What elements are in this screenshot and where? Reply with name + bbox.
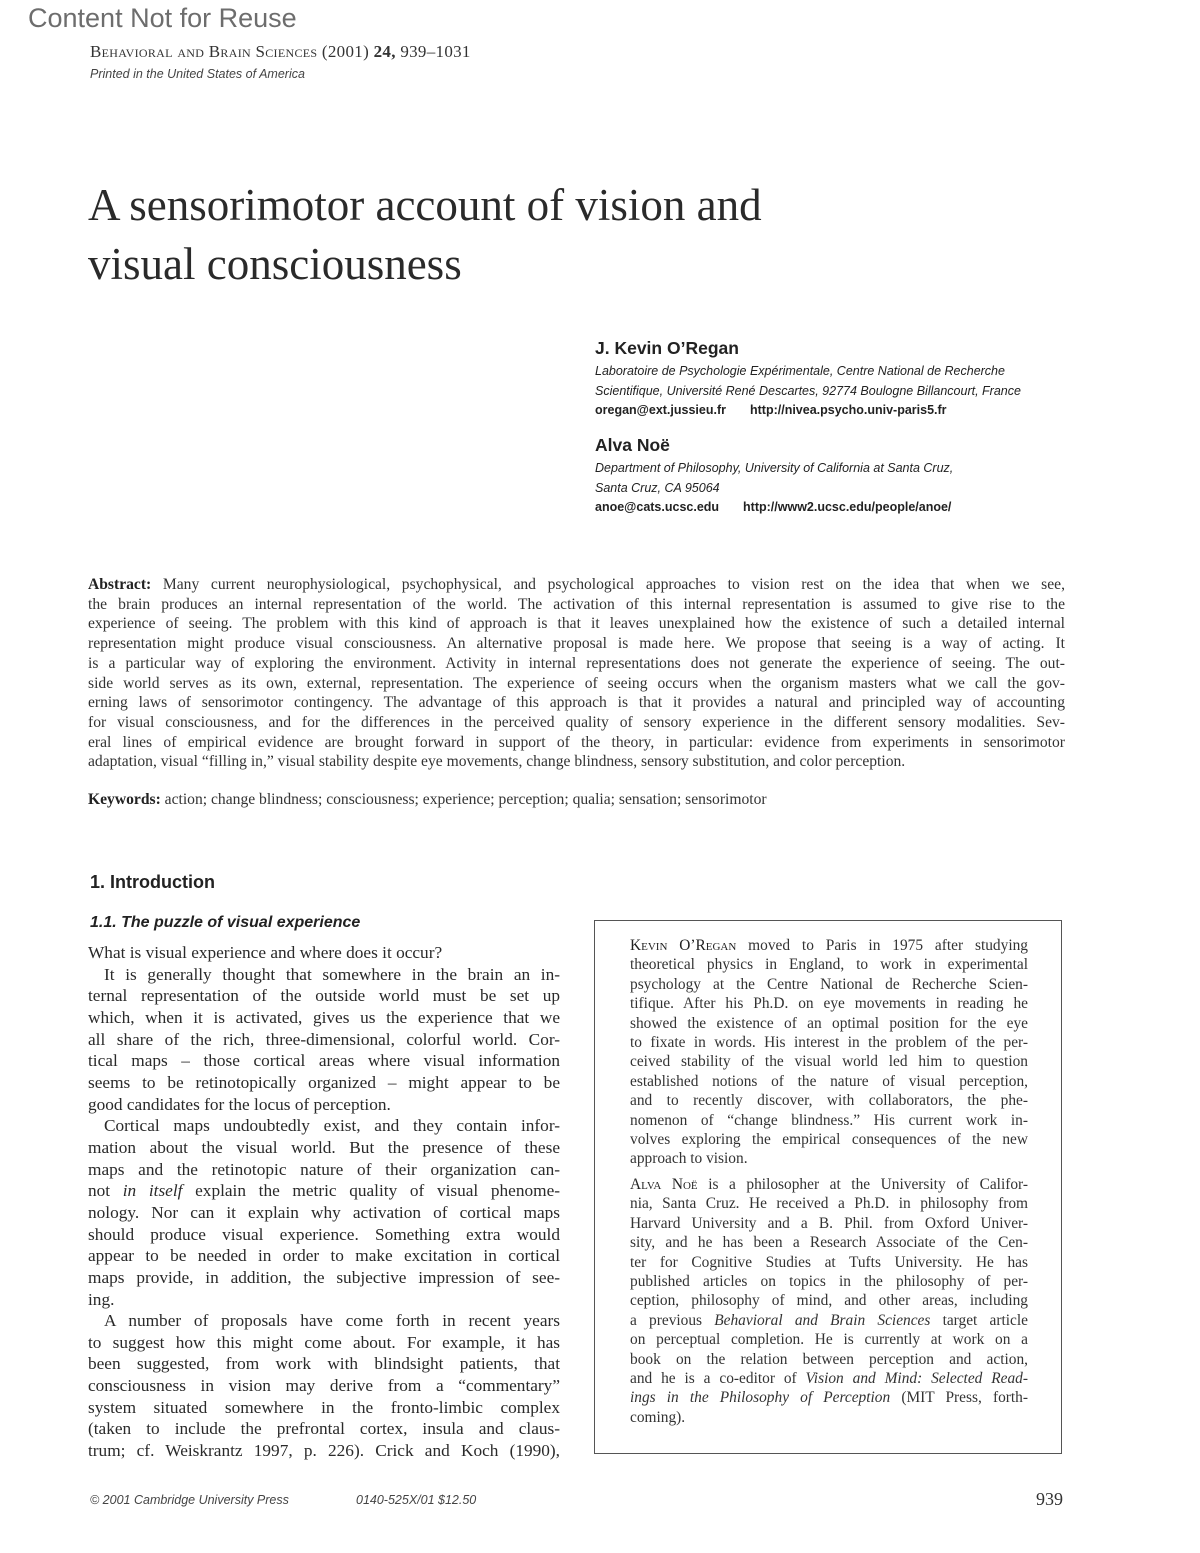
text-line: on perceptual completion. He is currently at work on a xyxy=(630,1331,1028,1349)
text-line: volves exploring the empirical consequences of the new xyxy=(630,1131,1028,1149)
text-line: been suggested, from work with blindsight patients, that xyxy=(88,1354,560,1374)
text-line: showed the existence of an optimal position for the eye xyxy=(630,1014,1028,1032)
text-line: Cortical maps undoubtedly exist, and they contain infor- xyxy=(104,1116,560,1136)
text-line: tical maps – those cortical areas where visual information xyxy=(88,1051,560,1071)
text-line: (taken to include the prefrontal cortex, insula and claus- xyxy=(88,1419,560,1439)
abstract-text: adaptation, visual “filling in,” visual stability despite eye movements, change blindness, sensory substitution, and color perception. xyxy=(88,753,906,771)
journal-year: (2001) xyxy=(321,42,370,61)
text-line: Harvard University and a B. Phil. from Oxford Univer- xyxy=(630,1214,1028,1232)
author-url[interactable]: http://www2.ucsc.edu/people/anoe/ xyxy=(743,500,952,514)
text-line: coming). xyxy=(630,1408,686,1426)
abstract-line xyxy=(88,674,1065,694)
text-line: sity, and he has been a Research Associate of the Cen- xyxy=(630,1234,1028,1252)
text-line xyxy=(630,936,1028,955)
keywords-text: action; change blindness; consciousness; experience; perception; qualia; sensation; sensorimotor xyxy=(164,791,767,808)
abstract-line xyxy=(88,595,1065,615)
text-segment: and he is a co-editor of xyxy=(630,1369,806,1387)
text-line: ception, philosophy of mind, and other areas, including xyxy=(630,1292,1028,1310)
text-line: ter for Cognitive Studies at Tufts University. He has xyxy=(630,1253,1028,1271)
author-affiliation: Laboratoire de Psychologie Expérimentale, Centre National de Recherche xyxy=(595,364,1005,378)
author-affiliation: Department of Philosophy, University of California at Santa Cruz, xyxy=(595,461,954,475)
text-line: all share of the rich, three-dimensional, colorful world. Cor- xyxy=(88,1029,560,1049)
text-line: good candidates for the locus of perception. xyxy=(88,1094,391,1114)
text-segment: ings in the Philosophy of Perception xyxy=(630,1389,891,1407)
body-text xyxy=(88,942,560,1462)
text-segment: in itself xyxy=(122,1181,183,1201)
text-segment: a previous xyxy=(630,1311,715,1329)
text-line: maps and the retinotopic nature of their organization can- xyxy=(88,1159,560,1179)
text-line: A number of proposals have come forth in recent years xyxy=(104,1311,560,1331)
abstract-text: Many current neurophysiological, psychophysical, and psychological approaches to vision rest on the idea that when we see, xyxy=(162,576,1065,593)
abstract-line xyxy=(88,614,1065,634)
text-segment: Vision and Mind: Selected Read- xyxy=(805,1369,1028,1387)
text-segment: is a philosopher at the University of Califor- xyxy=(697,1175,1028,1193)
author-block xyxy=(595,435,975,518)
text-segment: moved to Paris in 1975 after studying xyxy=(736,937,1028,954)
title-line: visual consciousness xyxy=(88,239,462,289)
abstract-line xyxy=(88,634,1065,654)
text-line: psychology at the Centre National de Recherche Scien- xyxy=(630,975,1028,993)
text-line: and to recently discover, with collaborators, the phe- xyxy=(630,1092,1028,1110)
text-line: should produce visual experience. Something extra would xyxy=(88,1224,560,1244)
issn-price: 0140-525X/01 $12.50 xyxy=(356,1493,477,1507)
text-line: ceived stability of the visual world led him to question xyxy=(630,1053,1028,1071)
text-line: trum; cf. Weiskrantz 1997, p. 226). Crick and Koch (1990), xyxy=(88,1441,560,1461)
text-line: to suggest how this might come about. For example, it has xyxy=(88,1332,560,1352)
text-line: nology. Nor can it explain why activation of cortical maps xyxy=(88,1202,560,1222)
text-line: tifique. After his Ph.D. on eye movements in reading he xyxy=(630,995,1028,1013)
text-line: book on the relation between perception and action, xyxy=(630,1350,1028,1368)
page-number: 939 xyxy=(1036,1489,1063,1509)
section-heading: 1. Introduction xyxy=(90,872,215,892)
abstract-text: side world serves as its own, external, representation. The experience of seeing occurs when the organism masters what we call the gov- xyxy=(88,674,1065,692)
abstract-line xyxy=(88,752,1065,772)
paper-title xyxy=(88,176,762,294)
text-line: approach to vision. xyxy=(630,1150,748,1168)
text-line: mation about the visual world. But the presence of these xyxy=(88,1137,560,1157)
text-line: which, when it is activated, gives us the experience that we xyxy=(88,1007,560,1027)
journal-name: Behavioral and Brain Sciences xyxy=(90,42,318,61)
abstract-text: erning laws of sensorimotor contingency. The advantage of this approach is that it provides a natural and principled way of accounting xyxy=(88,694,1065,712)
watermark: Content Not for Reuse xyxy=(28,3,297,33)
text-line xyxy=(630,1175,1028,1194)
text-line: seems to be retinotopically organized – might appear to be xyxy=(88,1072,560,1092)
abstract-text: the brain produces an internal representation of the world. The activation of this internal representation is assumed to give rise to the xyxy=(88,595,1065,613)
abstract-text: is a particular way of exploring the environment. Activity in internal representations does not generate the experience of seeing. The out- xyxy=(88,654,1065,672)
copyright: © 2001 Cambridge University Press xyxy=(90,1493,289,1507)
text-segment: target article xyxy=(930,1311,1028,1329)
abstract-text: representation might produce visual consciousness. An alternative proposal is made here. We propose that seeing is a way of acting. It xyxy=(88,635,1065,653)
text-line: nia, Santa Cruz. He received a Ph.D. in philosophy from xyxy=(630,1195,1028,1213)
text-line: to fixate in words. His interest in the problem of the per- xyxy=(630,1034,1028,1052)
text-line xyxy=(630,1369,1028,1388)
printed-note: Printed in the United States of America xyxy=(90,67,305,81)
author-email[interactable]: oregan@ext.jussieu.fr xyxy=(595,403,726,417)
keywords-label: Keywords: xyxy=(88,791,161,808)
text-segment: explain the metric quality of visual phenome- xyxy=(182,1181,560,1201)
text-segment: not xyxy=(88,1181,123,1201)
abstract-line xyxy=(88,693,1065,713)
text-line: nomenon of “change blindness.” His current work in- xyxy=(630,1111,1028,1129)
journal-pages: 939–1031 xyxy=(400,42,471,61)
text-line: established notions of the nature of visual perception, xyxy=(630,1072,1028,1090)
author-block xyxy=(595,338,1021,421)
text-line: maps provide, in addition, the subjective impression of see- xyxy=(88,1267,560,1287)
keywords xyxy=(88,791,767,809)
journal-volume: 24, xyxy=(373,42,396,61)
text-line: published articles on topics in the philosophy of per- xyxy=(630,1272,1028,1290)
text-segment: Behavioral and Brain Sciences xyxy=(714,1311,931,1329)
journal-citation xyxy=(90,42,471,62)
title-line: A sensorimotor account of vision and xyxy=(88,180,762,230)
abstract-label: Abstract: xyxy=(88,576,152,593)
abstract-line xyxy=(88,654,1065,674)
text-line: appear to be needed in order to make excitation in cortical xyxy=(88,1246,560,1266)
abstract-line xyxy=(88,713,1065,733)
text-segment: Alva Noë xyxy=(630,1175,698,1193)
author-affiliation: Scientifique, Université René Descartes, 92774 Boulogne Billancourt, France xyxy=(595,383,1021,398)
abstract-text: eral lines of empirical evidence are brought forward in support of the theory, in particular: evidence from experiments in sensorimotor xyxy=(88,733,1065,751)
author-url[interactable]: http://nivea.psycho.univ-paris5.fr xyxy=(749,403,947,417)
text-line: theoretical physics in England, to work in experimental xyxy=(630,956,1028,974)
text-line: ternal representation of the outside world must be set up xyxy=(88,986,560,1006)
text-line: consciousness in vision may derive from a “commentary” xyxy=(88,1376,560,1396)
abstract-line xyxy=(88,733,1065,753)
text-line: What is visual experience and where does it occur? xyxy=(88,943,443,962)
abstract-line xyxy=(88,575,1065,595)
abstract-text: experience of seeing. The problem with this kind of approach is that it leaves unexplained how the existence of such a detailed internal xyxy=(88,615,1065,633)
author-affiliation: Santa Cruz, CA 95064 xyxy=(595,480,720,495)
author-name: Alva Noë xyxy=(595,435,670,455)
abstract-text: for visual consciousness, and for the differences in the perceived quality of sensory experience in the different sensory modalities. Sev- xyxy=(88,713,1065,731)
subsection-heading: 1.1. The puzzle of visual experience xyxy=(90,914,361,931)
author-email[interactable]: anoe@cats.ucsc.edu xyxy=(595,500,720,514)
text-line: system situated somewhere in the fronto-limbic complex xyxy=(88,1397,560,1417)
text-line xyxy=(630,1311,1028,1330)
text-segment: Kevin O’Regan xyxy=(630,937,737,954)
text-line: It is generally thought that somewhere in the brain an in- xyxy=(104,964,560,984)
author-name: J. Kevin O’Regan xyxy=(595,338,739,358)
text-line xyxy=(630,1388,1028,1407)
text-line: ing. xyxy=(88,1289,115,1309)
abstract xyxy=(88,575,1065,772)
text-line xyxy=(88,1180,560,1202)
text-segment: (MIT Press, forth- xyxy=(890,1389,1028,1407)
author-bios xyxy=(630,936,1028,1427)
